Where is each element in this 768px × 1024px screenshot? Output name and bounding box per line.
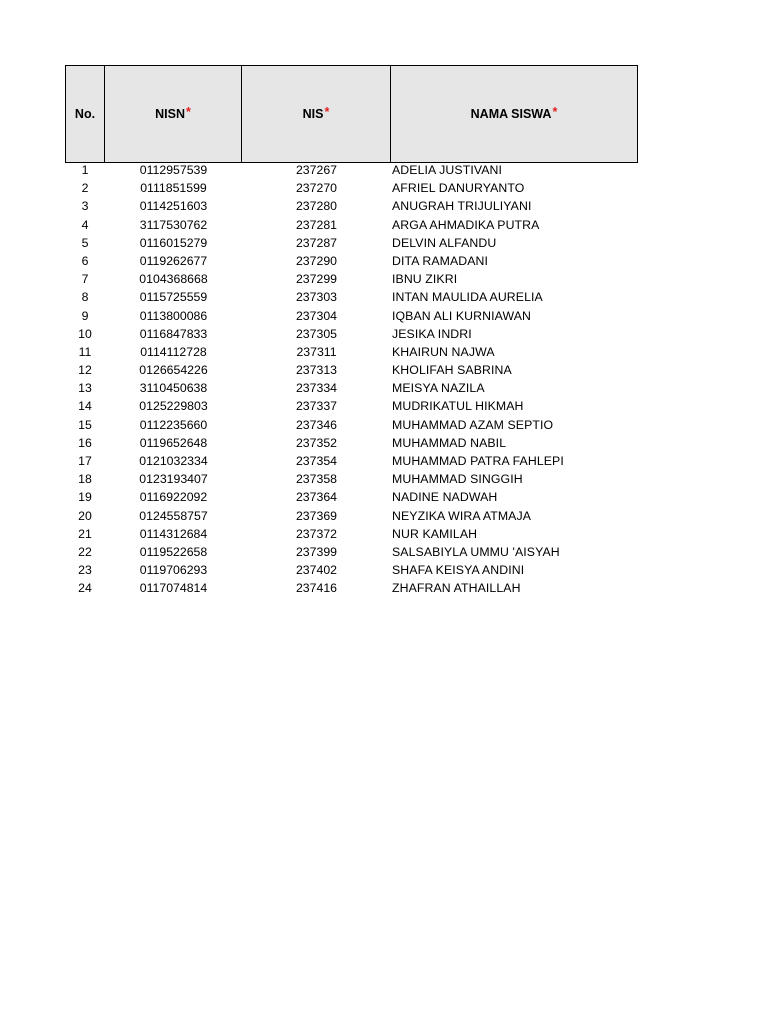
table-row <box>0 397 768 415</box>
cell-nama-siswa: AFRIEL DANURYANTO <box>392 181 525 196</box>
cell-nisn: 0114251603 <box>139 199 208 214</box>
cell-nama-siswa: IQBAN ALI KURNIAWAN <box>392 308 532 323</box>
header-nis <box>242 65 391 163</box>
cell-nisn: 0125229803 <box>139 399 208 414</box>
table-row <box>0 307 768 325</box>
cell-no: 16 <box>78 435 92 450</box>
cell-nama-siswa: NADINE NADWAH <box>392 490 498 505</box>
cell-nama-siswa: NUR KAMILAH <box>392 526 478 541</box>
table-row <box>0 379 768 397</box>
table-row <box>0 434 768 452</box>
cell-nis: 237402 <box>295 563 338 578</box>
cell-no: 3 <box>81 199 89 214</box>
cell-nis: 237364 <box>295 490 338 505</box>
table-row <box>0 416 768 434</box>
cell-nama-siswa: INTAN MAULIDA AURELIA <box>392 290 543 305</box>
cell-nisn: 0119522658 <box>139 544 208 559</box>
cell-no: 15 <box>78 417 92 432</box>
cell-nama-siswa: SALSABIYLA UMMU 'AISYAH <box>392 544 560 559</box>
cell-no: 20 <box>78 508 92 523</box>
cell-nis: 237267 <box>295 163 338 177</box>
cell-nisn: 0124558757 <box>139 508 208 523</box>
table-row <box>0 197 768 215</box>
cell-nis: 237354 <box>295 454 338 468</box>
cell-no: 23 <box>78 563 92 578</box>
cell-nis: 237334 <box>295 381 338 396</box>
table-row <box>0 270 768 288</box>
cell-no: 5 <box>81 235 89 250</box>
cell-nis: 237369 <box>295 508 338 523</box>
cell-nama-siswa: ZHAFRAN ATHAILLAH <box>392 581 521 596</box>
cell-nisn: 0116847833 <box>139 326 208 341</box>
cell-nama-siswa: MUHAMMAD AZAM SEPTIO <box>392 417 554 432</box>
cell-nis: 237280 <box>295 199 338 214</box>
cell-no: 10 <box>78 326 92 341</box>
cell-nama-siswa: MEISYA NAZILA <box>392 381 485 396</box>
cell-nisn: 0126654226 <box>139 363 208 378</box>
cell-nis: 237346 <box>295 417 338 432</box>
header-nis-label: NIS <box>302 107 324 121</box>
cell-nama-siswa: DELVIN ALFANDU <box>392 235 497 250</box>
cell-nisn: 0113800086 <box>139 308 208 323</box>
cell-nama-siswa: KHOLIFAH SABRINA <box>392 363 512 378</box>
cell-nisn: 0119262677 <box>139 253 208 268</box>
cell-nisn: 0112235660 <box>139 417 208 432</box>
cell-no: 24 <box>78 581 92 596</box>
cell-nama-siswa: JESIKA INDRI <box>392 326 472 341</box>
table-row <box>0 288 768 306</box>
table-row <box>0 252 768 270</box>
cell-nis: 237337 <box>295 399 338 414</box>
cell-nis: 237281 <box>295 217 338 232</box>
cell-nis: 237303 <box>295 290 338 305</box>
table-row <box>0 579 768 597</box>
cell-nisn: 0114112728 <box>140 344 207 359</box>
cell-nama-siswa: MUDRIKATUL HIKMAH <box>392 399 524 414</box>
table-row <box>0 507 768 525</box>
cell-nisn: 3110450638 <box>139 381 208 396</box>
cell-no: 11 <box>78 344 92 359</box>
cell-no: 13 <box>78 381 92 396</box>
cell-nisn: 0117074814 <box>139 581 208 596</box>
table-row <box>0 234 768 252</box>
header-no <box>65 65 105 163</box>
cell-nisn: 0119652648 <box>139 435 208 450</box>
cell-nis: 237299 <box>295 272 338 287</box>
header-nama-label: NAMA SISWA <box>470 107 552 121</box>
cell-nis: 237304 <box>295 308 338 323</box>
table-row <box>0 161 768 179</box>
table-row <box>0 361 768 379</box>
cell-nama-siswa: DITA RAMADANI <box>392 253 489 268</box>
cell-nisn: 0112957539 <box>139 163 208 177</box>
cell-nama-siswa: MUHAMMAD NABIL <box>392 435 507 450</box>
cell-nis: 237416 <box>295 581 338 596</box>
table-row <box>0 179 768 197</box>
header-nisn-label: NISN <box>155 107 185 121</box>
cell-nis: 237287 <box>295 235 338 250</box>
table-row <box>0 343 768 361</box>
cell-nis: 237352 <box>295 435 338 450</box>
cell-no: 18 <box>78 472 92 487</box>
cell-nisn: 0119706293 <box>139 563 208 578</box>
table-row <box>0 561 768 579</box>
cell-nisn: 3117530762 <box>139 217 208 232</box>
cell-nisn: 0116922092 <box>139 490 208 505</box>
table-row <box>0 452 768 470</box>
cell-no: 2 <box>81 181 89 196</box>
cell-nisn: 0104368668 <box>139 272 208 287</box>
cell-nis: 237290 <box>295 253 338 268</box>
cell-no: 9 <box>81 308 89 323</box>
cell-no: 4 <box>81 217 89 232</box>
cell-nisn: 0121032334 <box>139 454 208 468</box>
cell-no: 12 <box>78 363 92 378</box>
student-table-body <box>0 161 768 598</box>
cell-no: 14 <box>78 399 92 414</box>
table-row <box>0 488 768 506</box>
cell-nama-siswa: ADELIA JUSTIVANI <box>392 163 503 177</box>
cell-no: 21 <box>78 526 92 541</box>
cell-no: 22 <box>78 544 92 559</box>
cell-nis: 237313 <box>295 363 338 378</box>
required-marker: * <box>186 105 191 119</box>
table-row <box>0 216 768 234</box>
cell-nama-siswa: MUHAMMAD PATRA FAHLEPI <box>392 454 564 468</box>
cell-nisn: 0115725559 <box>139 290 208 305</box>
table-row <box>0 470 768 488</box>
table-row <box>0 325 768 343</box>
cell-nisn: 0111851599 <box>140 181 207 196</box>
header-no-label: No. <box>74 107 96 121</box>
cell-nis: 237358 <box>295 472 338 487</box>
cell-nama-siswa: KHAIRUN NAJWA <box>392 344 495 359</box>
header-nama-siswa <box>391 65 638 163</box>
cell-nis: 237399 <box>295 544 338 559</box>
cell-nis: 237311 <box>296 344 337 359</box>
cell-nis: 237270 <box>295 181 338 196</box>
cell-nama-siswa: ARGA AHMADIKA PUTRA <box>392 217 540 232</box>
cell-nama-siswa: IBNU ZIKRI <box>392 272 458 287</box>
cell-nisn: 0114312684 <box>139 526 208 541</box>
cell-no: 8 <box>81 290 89 305</box>
required-marker: * <box>324 105 330 119</box>
table-row <box>0 525 768 543</box>
required-marker: * <box>552 105 558 119</box>
cell-nama-siswa: MUHAMMAD SINGGIH <box>392 472 523 487</box>
cell-no: 6 <box>81 253 89 268</box>
cell-nis: 237372 <box>295 526 338 541</box>
cell-nama-siswa: ANUGRAH TRIJULIYANI <box>392 199 532 214</box>
cell-nis: 237305 <box>295 326 338 341</box>
cell-no: 7 <box>81 272 89 287</box>
cell-nama-siswa: NEYZIKA WIRA ATMAJA <box>392 508 532 523</box>
cell-no: 1 <box>81 163 89 177</box>
cell-nisn: 0123193407 <box>139 472 208 487</box>
cell-no: 19 <box>78 490 92 505</box>
cell-nama-siswa: SHAFA KEISYA ANDINI <box>392 563 525 578</box>
cell-nisn: 0116015279 <box>139 235 208 250</box>
header-nisn <box>105 65 242 163</box>
cell-no: 17 <box>78 454 92 468</box>
table-row <box>0 543 768 561</box>
